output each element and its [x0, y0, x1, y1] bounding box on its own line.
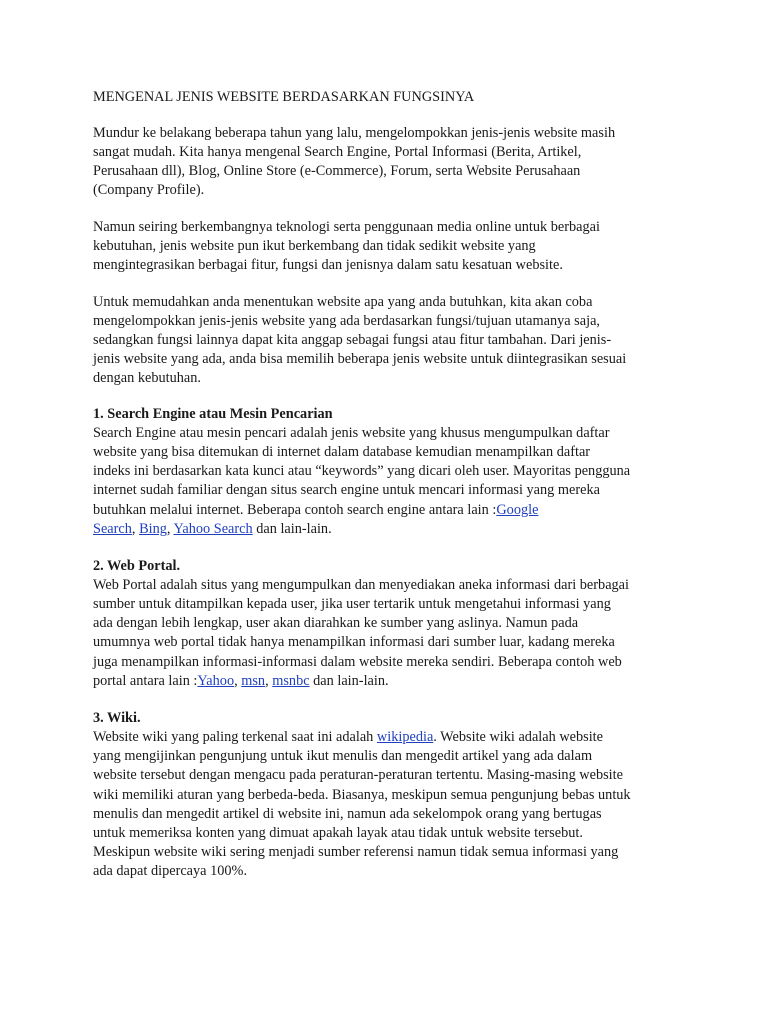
paragraph-text: butuhkan melalui internet. Beberapa contoh search engine antara lain :: [93, 502, 497, 518]
paragraph-text: dan lain-lain.: [309, 673, 389, 689]
paragraph-line: internet sudah familiar dengan situs search engine untuk mencari informasi yang mereka: [93, 482, 600, 498]
separator-text: ,: [234, 673, 242, 689]
paragraph-line: mengelompokkan jenis-jenis website yang ada berdasarkan fungsi/tujuan utamanya saja,: [93, 313, 600, 329]
section-heading-search-engine: 1. Search Engine atau Mesin Pencarian: [93, 406, 333, 422]
paragraph-line: umumnya web portal tidak hanya menampilkan informasi dari sumber luar, kadang mereka: [93, 634, 615, 650]
wikipedia-link[interactable]: wikipedia: [376, 729, 434, 745]
paragraph-line: Search Engine atau mesin pencari adalah jenis website yang khusus mengumpulkan daftar: [93, 425, 610, 441]
paragraph-line: wiki memiliki aturan yang berbeda-beda. Biasanya, meskipun semua pengunjung bebas untuk: [93, 787, 631, 803]
separator-text: ,: [131, 521, 140, 537]
paragraph-line: untuk memeriksa konten yang dimuat apakah layak atau tidak untuk website tersebut.: [93, 825, 583, 841]
paragraph-line: website tersebut dengan mengacu pada peraturan-peraturan tertentu. Masing-masing website: [93, 767, 623, 783]
msnbc-link[interactable]: msnbc: [272, 673, 310, 689]
section-heading-web-portal: 2. Web Portal.: [93, 558, 181, 574]
paragraph-line: mengintegrasikan berbagai fitur, fungsi dan jenisnya dalam satu kesatuan website.: [93, 257, 563, 273]
paragraph-line: dengan kebutuhan.: [93, 370, 201, 386]
paragraph-line: sumber untuk ditampilkan kepada user, jika user tertarik untuk mengetahui informasi yang: [93, 596, 611, 612]
paragraph-line: Perusahaan dll), Blog, Online Store (e-Commerce), Forum, serta Website Perusahaan: [93, 163, 581, 179]
msn-link[interactable]: msn: [241, 673, 266, 689]
paragraph-line: menulis dan mengedit artikel di website ini, namun ada sekelompok orang yang bertugas: [93, 806, 602, 822]
yahoo-search-link[interactable]: Yahoo Search: [173, 521, 253, 537]
paragraph-line: Meskipun website wiki sering menjadi sumber referensi namun tidak semua informasi yang: [93, 844, 619, 860]
paragraph-line: Mundur ke belakang beberapa tahun yang lalu, mengelompokkan jenis-jenis website masih: [93, 125, 616, 141]
paragraph-line: [93, 728, 603, 747]
section-heading-wiki: 3. Wiki.: [93, 710, 141, 726]
paragraph-line: [93, 672, 389, 691]
separator-text: ,: [265, 673, 273, 689]
google-search-link-part2[interactable]: Search: [93, 521, 132, 537]
paragraph-line: yang mengijinkan pengunjung untuk ikut menulis dan mengedit artikel yang ada dalam: [93, 748, 593, 764]
paragraph-line: sangat mudah. Kita hanya mengenal Search Engine, Portal Informasi (Berita, Artikel,: [93, 144, 582, 160]
paragraph-text: portal antara lain :: [93, 673, 198, 689]
paragraph-line: Web Portal adalah situs yang mengumpulkan dan menyediakan aneka informasi dari berbagai: [93, 577, 630, 593]
yahoo-link[interactable]: Yahoo: [197, 673, 235, 689]
paragraph-line: kebutuhan, jenis website pun ikut berkembang dan tidak sedikit website yang: [93, 238, 536, 254]
paragraph-line: jenis website yang ada, anda bisa memilih beberapa jenis website untuk diintegrasikan sesuai: [93, 351, 627, 367]
separator-text: ,: [166, 521, 174, 537]
paragraph-line: [93, 520, 332, 539]
paragraph-line: website yang bisa ditemukan di internet dalam database kemudian menampilkan daftar: [93, 444, 591, 460]
paragraph-line: ada dapat dipercaya 100%.: [93, 863, 248, 879]
document-title: MENGENAL JENIS WEBSITE BERDASARKAN FUNGSINYA: [93, 89, 475, 105]
bing-link[interactable]: Bing: [139, 521, 167, 537]
paragraph-line: juga menampilkan informasi-informasi dalam website mereka sendiri. Beberapa contoh web: [93, 654, 622, 670]
paragraph-text: dan lain-lain.: [252, 521, 332, 537]
paragraph-line: ada dengan lebih lengkap, user akan diarahkan ke sumber yang aslinya. Namun pada: [93, 615, 579, 631]
paragraph-line: (Company Profile).: [93, 182, 205, 198]
paragraph-line: indeks ini berdasarkan kata kunci atau “keywords” yang dicari oleh user. Mayoritas pengguna: [93, 463, 631, 479]
paragraph-text: . Website wiki adalah website: [433, 729, 604, 745]
paragraph-line: Untuk memudahkan anda menentukan website apa yang anda butuhkan, kita akan coba: [93, 294, 593, 310]
paragraph-line: [93, 501, 538, 520]
google-search-link-part1[interactable]: Google: [496, 502, 539, 518]
paragraph-line: sedangkan fungsi lainnya dapat kita anggap sebagai fungsi atau fitur tambahan. Dari jenis-: [93, 332, 612, 348]
paragraph-text: Website wiki yang paling terkenal saat ini adalah: [93, 729, 377, 745]
paragraph-line: Namun seiring berkembangnya teknologi serta penggunaan media online untuk berbagai: [93, 219, 600, 235]
